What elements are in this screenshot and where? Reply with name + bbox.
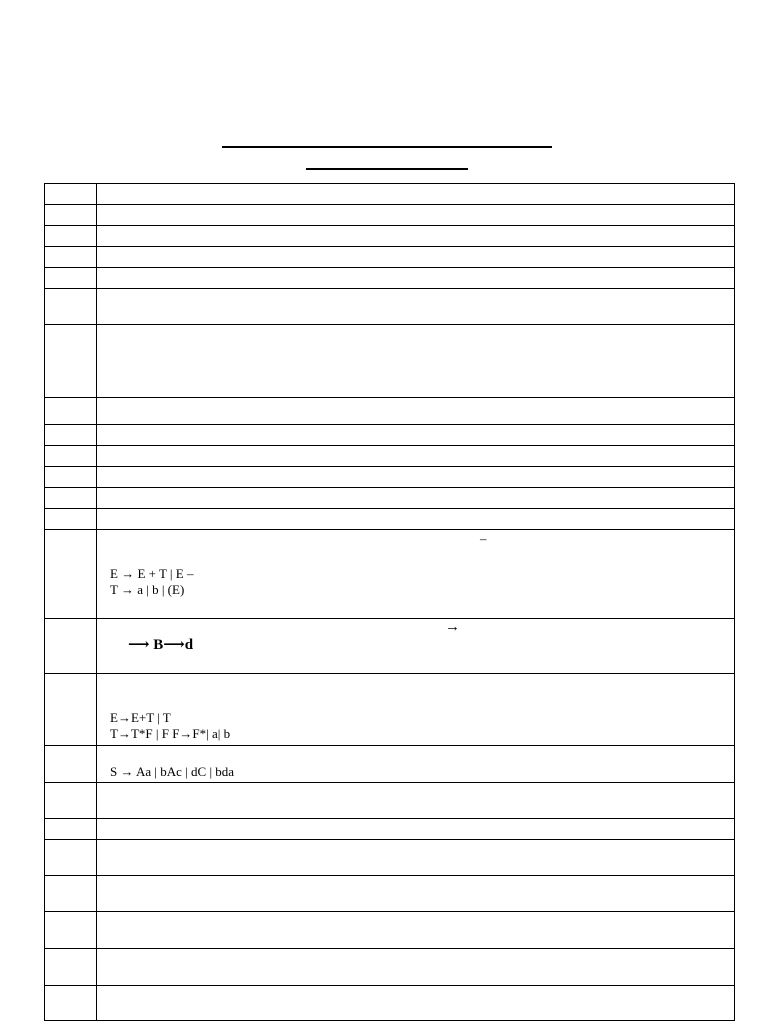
question-cell	[97, 783, 735, 819]
question-cell	[97, 205, 735, 226]
table-row	[45, 949, 735, 986]
table-row	[45, 184, 735, 205]
table-row	[45, 912, 735, 949]
question-table	[44, 183, 735, 1021]
table-row	[45, 247, 735, 268]
number-cell	[45, 247, 97, 268]
grammar-line: S → Aa | bAc | dC | bda	[110, 764, 235, 779]
grammar-line: E→E+T | T	[110, 710, 171, 725]
question-cell	[97, 912, 735, 949]
subtitle-underline	[306, 168, 468, 170]
table-row	[45, 783, 735, 819]
question-cell	[97, 840, 735, 876]
number-cell	[45, 674, 97, 746]
table-row	[45, 289, 735, 325]
grammar-mark: –	[480, 531, 487, 546]
table-row	[45, 746, 735, 783]
table-row	[45, 446, 735, 467]
table-row	[45, 205, 735, 226]
number-cell	[45, 184, 97, 205]
table-row	[45, 226, 735, 247]
number-cell	[45, 509, 97, 530]
question-cell	[97, 467, 735, 488]
number-cell	[45, 425, 97, 446]
table-row	[45, 488, 735, 509]
number-cell	[45, 488, 97, 509]
number-cell	[45, 619, 97, 674]
question-cell	[97, 876, 735, 912]
question-cell	[97, 674, 735, 746]
number-cell	[45, 912, 97, 949]
question-cell	[97, 530, 735, 619]
number-cell	[45, 289, 97, 325]
number-cell	[45, 325, 97, 398]
question-cell	[97, 488, 735, 509]
table-row	[45, 467, 735, 488]
question-cell	[97, 509, 735, 530]
title-underline	[222, 146, 552, 148]
number-cell	[45, 949, 97, 986]
table-row	[45, 325, 735, 398]
question-cell	[97, 746, 735, 783]
table-row	[45, 819, 735, 840]
number-cell	[45, 819, 97, 840]
question-cell	[97, 289, 735, 325]
number-cell	[45, 840, 97, 876]
grammar-mark: →	[445, 619, 460, 635]
table-row	[45, 876, 735, 912]
table-row	[45, 530, 735, 619]
number-cell	[45, 783, 97, 819]
question-cell	[97, 398, 735, 425]
table-row	[45, 509, 735, 530]
table-row	[45, 425, 735, 446]
number-cell	[45, 446, 97, 467]
question-cell	[97, 226, 735, 247]
number-cell	[45, 268, 97, 289]
question-cell	[97, 446, 735, 467]
question-cell	[97, 325, 735, 398]
question-cell	[97, 619, 735, 674]
number-cell	[45, 986, 97, 1021]
question-cell	[97, 247, 735, 268]
number-cell	[45, 467, 97, 488]
question-cell	[97, 268, 735, 289]
number-cell	[45, 746, 97, 783]
question-cell	[97, 986, 735, 1021]
table-row	[45, 619, 735, 674]
question-cell	[97, 819, 735, 840]
number-cell	[45, 398, 97, 425]
number-cell	[45, 205, 97, 226]
grammar-line: ⟶ B⟶d	[128, 637, 194, 653]
question-cell	[97, 184, 735, 205]
table-row	[45, 398, 735, 425]
table-row	[45, 840, 735, 876]
number-cell	[45, 876, 97, 912]
grammar-line: T → a | b | (E)	[110, 582, 185, 597]
table-row	[45, 268, 735, 289]
table-row	[45, 986, 735, 1021]
number-cell	[45, 530, 97, 619]
question-cell	[97, 425, 735, 446]
table-row	[45, 674, 735, 746]
number-cell	[45, 226, 97, 247]
question-cell	[97, 949, 735, 986]
grammar-line: E → E + T | E –	[110, 566, 194, 581]
grammar-line: T→T*F | F F→F*| a| b	[110, 726, 231, 741]
